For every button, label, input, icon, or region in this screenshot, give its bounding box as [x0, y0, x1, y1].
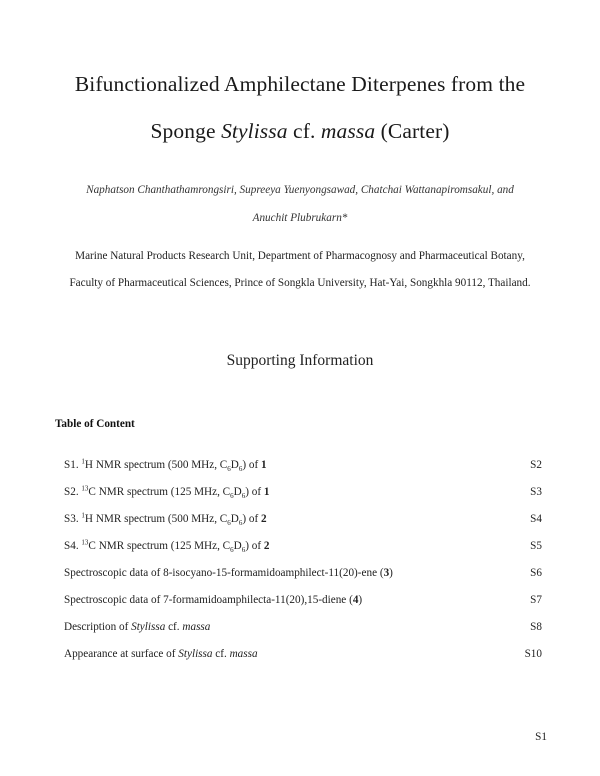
toc-item-page: S8: [530, 621, 542, 633]
toc-item-s1[interactable]: [64, 459, 542, 486]
toc-item-spectroscopic-4[interactable]: [64, 594, 542, 621]
toc-item-page: S7: [530, 594, 542, 606]
toc-item-label: S2. $^{13}$C NMR spectrum (125 MHz, $C_6D_6$) of 1: [64, 484, 270, 501]
toc-item-label: Spectroscopic data of 7-formamidoamphilecta-11(20),15-diene (4): [64, 594, 363, 606]
toc-item-page: S3: [530, 486, 542, 498]
toc-item-label: S1. $^1$H NMR spectrum (500 MHz, $C_6D_6$) of 1: [64, 457, 267, 474]
toc-item-page: S4: [530, 513, 542, 525]
toc-item-page: S10: [524, 648, 542, 660]
toc-item-page: S6: [530, 567, 542, 579]
toc-item-s4[interactable]: [64, 540, 542, 567]
title-line-2: [0, 119, 600, 144]
toc-item-s3[interactable]: [64, 513, 542, 540]
authors-line-1: Naphatson Chanthathamrongsiri, Supreeya Yuenyongsawad, Chatchai Wattanapiromsakul, and: [86, 184, 514, 196]
toc-item-label: Spectroscopic data of 8-isocyano-15-formamidoamphilect-11(20)-ene (3): [64, 567, 393, 579]
affiliation-line-2: Faculty of Pharmaceutical Sciences, Prince of Songkla University, Hat-Yai, Songkhla 90112, Thailand.: [69, 277, 531, 289]
toc-item-label: Appearance at surface of Stylissa cf. massa: [64, 648, 258, 660]
affiliation-line-1: Marine Natural Products Research Unit, Department of Pharmacognosy and Pharmaceutical Botany,: [75, 250, 525, 262]
title-suffix: (Carter): [375, 119, 450, 143]
title-species: massa: [320, 119, 376, 143]
title-genus: Stylissa: [221, 119, 288, 143]
toc-item-label: S4. $^{13}$C NMR spectrum (125 MHz, $C_6D_6$) of 2: [64, 538, 270, 555]
toc-item-description[interactable]: [64, 621, 542, 648]
supporting-info-heading: Supporting Information: [226, 352, 374, 369]
toc-item-appearance[interactable]: [64, 648, 542, 675]
toc-item-spectroscopic-3[interactable]: [64, 567, 542, 594]
title-cf: cf.: [287, 119, 321, 143]
toc-heading: Table of Content: [55, 418, 135, 430]
toc-item-page: S5: [530, 540, 542, 552]
title-line-1: Bifunctionalized Amphilectane Diterpenes from the: [74, 72, 526, 96]
page-number: S1: [535, 731, 547, 743]
authors-line-2: Anuchit Plubrukarn*: [252, 212, 348, 224]
toc-item-page: S2: [530, 459, 542, 471]
table-of-contents: [64, 459, 542, 675]
toc-item-s2[interactable]: [64, 486, 542, 513]
toc-item-label: Description of Stylissa cf. massa: [64, 621, 211, 633]
toc-item-label: S3. $^1$H NMR spectrum (500 MHz, $C_6D_6$) of 2: [64, 511, 267, 528]
title-prefix: Sponge: [150, 119, 222, 143]
